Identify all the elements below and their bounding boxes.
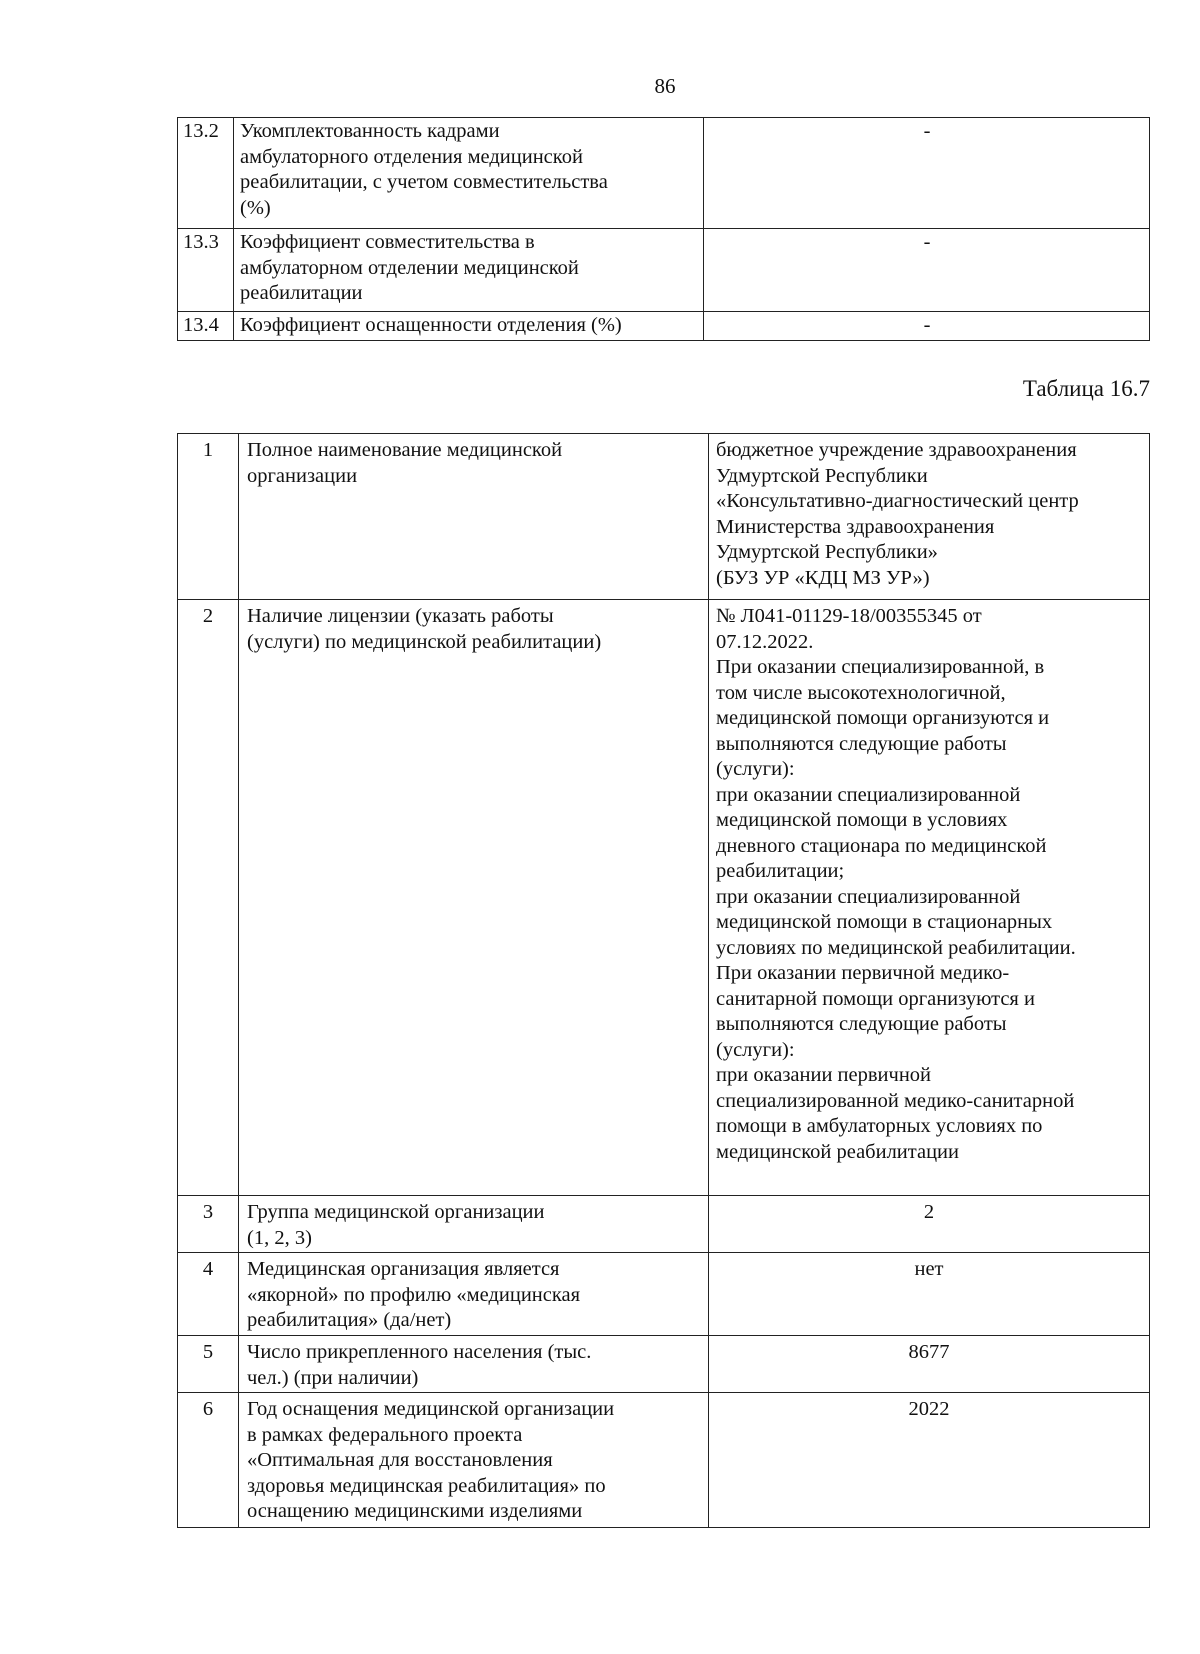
row-value: 2022 <box>709 1393 1150 1528</box>
table-row <box>178 1393 1150 1528</box>
table-row <box>178 312 1150 341</box>
organization-info-table <box>177 433 1150 1528</box>
row-value: нет <box>709 1253 1150 1336</box>
table-row <box>178 229 1150 312</box>
row-value: № Л041-01129-18/00355345 от 07.12.2022. При оказании специализированной, в том числе высокотехнологичной, медицинской помощи организуются и выполняются следующие работы (услуги): при оказании специализированной медицинской помощи в условиях дневного стационара по медицинской реабилитации; при оказании специализированной медицинской помощи в стационарных условиях по медицинской реабилитации. При оказании первичной медико- санитарной помощи организуются и выполняются следующие работы (услуги): при оказании первичной специализированной медико-санитарной помощи в амбулаторных условиях по медицинской реабилитации <box>709 600 1150 1196</box>
row-label: Коэффициент совместительства в амбулаторном отделении медицинской реабилитации <box>234 229 704 312</box>
row-label: Число прикрепленного населения (тыс. чел.) (при наличии) <box>239 1336 709 1393</box>
row-value: бюджетное учреждение здравоохранения Удмуртской Республики «Консультативно-диагностический центр Министерства здравоохранения Удмуртской Республики» (БУЗ УР «КДЦ МЗ УР») <box>709 434 1150 600</box>
row-number: 6 <box>178 1393 239 1528</box>
page-number: 86 <box>654 74 676 98</box>
table-caption: Таблица 16.7 <box>1022 376 1150 401</box>
row-number: 3 <box>178 1196 239 1253</box>
row-label: Медицинская организация является «якорной» по профилю «медицинская реабилитация» (да/нет) <box>239 1253 709 1336</box>
row-number: 2 <box>178 600 239 1196</box>
row-number: 13.4 <box>178 312 234 341</box>
row-label: Укомплектованность кадрами амбулаторного отделения медицинской реабилитации, с учетом совместительства (%) <box>234 118 704 229</box>
row-number: 13.2 <box>178 118 234 229</box>
row-value: - <box>704 118 1150 229</box>
table-row <box>178 600 1150 1196</box>
row-number: 1 <box>178 434 239 600</box>
row-label: Группа медицинской организации (1, 2, 3) <box>239 1196 709 1253</box>
row-label: Полное наименование медицинской организации <box>239 434 709 600</box>
row-label: Коэффициент оснащенности отделения (%) <box>234 312 704 341</box>
row-label: Наличие лицензии (указать работы (услуги) по медицинской реабилитации) <box>239 600 709 1196</box>
row-label: Год оснащения медицинской организации в рамках федерального проекта «Оптимальная для восстановления здоровья медицинская реабилитация» по оснащению медицинскими изделиями <box>239 1393 709 1528</box>
row-value: - <box>704 312 1150 341</box>
row-number: 5 <box>178 1336 239 1393</box>
row-number: 13.3 <box>178 229 234 312</box>
row-value: 8677 <box>709 1336 1150 1393</box>
row-value: - <box>704 229 1150 312</box>
table-row <box>178 118 1150 229</box>
continuation-table <box>177 117 1150 341</box>
table-row <box>178 1196 1150 1253</box>
row-value: 2 <box>709 1196 1150 1253</box>
row-number: 4 <box>178 1253 239 1336</box>
table-row <box>178 1336 1150 1393</box>
table-row <box>178 434 1150 600</box>
table-row <box>178 1253 1150 1336</box>
